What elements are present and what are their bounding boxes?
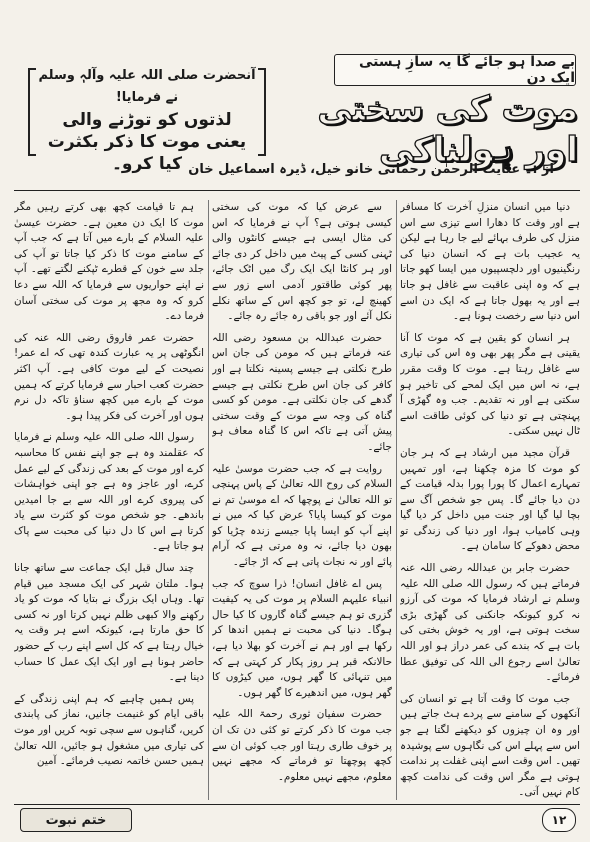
paragraph: قرآن مجید میں ارشاد ہے کہ ہر جان کو موت کا مزہ چکھنا ہے، اور تمہیں تمہارے اعمال کا پورا پورا بدلہ قیامت کے دن دیا جائے گا۔ پس جو شخص آگ سے بچا لیا گیا اور جنت میں داخل کر دیا گیا وہی کامیاب ہوا، اور دنیا کی زندگی تو محض دھوکے کا سامان ہے۔: [400, 446, 580, 553]
footer-divider: [14, 804, 580, 805]
top-banner: بے صدا ہو جائے گا یہ سازِ ہستی ایک دن: [334, 54, 576, 86]
paragraph: ہر انسان کو یقین ہے کہ موت کا آنا یقینی ہے مگر پھر بھی وہ اس کی تیاری سے غافل رہتا ہے۔ موت کا وقت مقرر ہے، نہ اس میں ایک لمحے کی تاخیر ہو سکتی ہے اور نہ تقدیم۔ جب وہ گھڑی آ پہنچتی ہے تو دنیا کی کوئی طاقت اسے ٹال نہیں سکتی۔: [400, 331, 580, 438]
paragraph: دنیا میں انسان منزلِ آخرت کا مسافر ہے اور وقت کا دھارا اسے تیزی سے اس منزل کی طرف بہائے لیے جا رہا ہے لیکن یہ عجیب بات ہے کہ انسان دنیا کی رنگینیوں اور دلچسپیوں میں ایسا کھو جاتا ہے کہ وہ اپنی عاقبت سے غافل ہو جاتا ہے اور یہ بھول جاتا ہے کہ ایک دن اسے اس دنیا سے رخصت ہونا ہے۔: [400, 201, 580, 323]
column-divider: [396, 200, 397, 800]
paragraph: رسول اللہ صلی اللہ علیہ وسلم نے فرمایا کہ عقلمند وہ ہے جو اپنے نفس کا محاسبہ کرے اور موت کے بعد کی زندگی کے لیے عمل کرے، اور عاجز وہ ہے جو اپنی خواہشات کی پیروی کرے اور اللہ سے بے جا امیدیں باندھے۔ جو شخص موت کو کثرت سے یاد کرتا ہے اس کا دل دنیا کی محبت سے پاک ہو جاتا ہے۔: [14, 431, 204, 553]
hadith-quote-box: [38, 65, 256, 174]
hadith-bracket-left: [28, 68, 36, 156]
magazine-name: ختم نبوت: [20, 808, 132, 832]
paragraph: چند سال قبل ایک جماعت سے ساتھ جانا ہوا۔ ملتان شہر کی ایک مسجد میں قیام تھا۔ وہاں ایک بزرگ نے بتایا کہ موت کو یاد رکھنے والا کبھی ظلم نہیں کرتا اور نہ کسی کا حق مارتا ہے، کیونکہ اسے ہر وقت یہ خیال رہتا ہے کہ کل اسے اپنے رب کے حضور حاضر ہونا ہے اور ایک ایک عمل کا حساب دینا ہے۔: [14, 562, 204, 684]
text-column-right: [400, 200, 580, 800]
hadith-bracket-right: [258, 68, 266, 156]
magazine-page: [14, 10, 580, 836]
article-body: [14, 200, 580, 800]
author-byline: از :۔ عنایت الرحمٰن رحمانی خانو خیل، ڈیرہ اسماعیل خان: [188, 162, 554, 177]
paragraph: روایت ہے کہ جب حضرت موسیٰ علیہ السلام کی روح اللہ تعالیٰ کے پاس پہنچی تو اللہ تعالیٰ نے پوچھا کہ اے موسیٰ تم نے موت کو کیسا پایا؟ عرض کیا کہ میں نے اپنے آپ کو ایسا پایا جیسے زندہ چڑیا کو بھون دیا جائے، نہ وہ مرتی ہے کہ آرام پائے اور نہ نجات پاتی ہے کہ اڑ جائے۔: [212, 462, 392, 569]
paragraph: حضرت عبداللہ بن مسعود رضی اللہ عنہ فرماتے ہیں کہ مومن کی جان اس طرح نکلتی ہے جیسے پسینہ نکلتا ہے اور کافر کی جان اس طرح نکلتی ہے جیسے گدھے کی جان نکلتی ہے۔ مومن کو کسی گناہ کی وجہ سے موت کے وقت سختی پیش آتی ہے تاکہ اس کا گناہ معاف ہو جائے۔: [212, 331, 392, 453]
paragraph: حضرت جابر بن عبداللہ رضی اللہ عنہ فرماتے ہیں کہ رسول اللہ صلی اللہ علیہ وسلم نے ارشاد فرمایا کہ موت کی آرزو نہ کرو کیونکہ جانکنی کی گھڑی بڑی سخت ہوتی ہے، اور یہ خوش بختی کی بات ہے کہ بندے کی عمر دراز ہو اور اللہ تعالیٰ اسے رجوع الی اللہ کی توفیق عطا فرمائے۔: [400, 562, 580, 684]
hadith-line-2: لذتوں کو توڑنے والی: [62, 110, 232, 130]
text-column-left: [14, 200, 204, 800]
column-divider: [208, 200, 209, 800]
paragraph: ہم تا قیامت کچھ بھی کرتے رہیں مگر موت کا ایک دن معین ہے۔ حضرت عیسیٰ علیہ السلام کے بارے میں آتا ہے کہ جب آپ کے سامنے موت کا ذکر کیا جاتا تو آپ کی جلد سے خون کے قطرے ٹپکنے لگتے تھے۔ آپ نے اپنے حواریوں سے فرمایا کہ اللہ سے دعا کرو کہ وہ مجھ پر موت کی سختی آسان فرما دے۔: [14, 201, 204, 323]
paragraph: حضرت عمر فاروق رضی اللہ عنہ کی انگوٹھی پر یہ عبارت کندہ تھی کہ اے عمر! نصیحت کے لیے موت کافی ہے۔ آپ اکثر حضرت کعب احبار سے فرمایا کرتے کہ ہمیں موت کے بارے میں کچھ سناؤ تاکہ دل نرم ہوں اور آخرت کی فکر پیدا ہو۔: [14, 331, 204, 422]
text-column-middle: [212, 200, 392, 800]
paragraph: حضرت سفیان ثوری رحمۃ اللہ علیہ جب موت کا ذکر کرتے تو کئی دن تک ان پر خوف طاری رہتا اور جب کوئی ان سے کچھ پوچھتا تو فرماتے کہ مجھے نہیں معلوم، مجھے نہیں معلوم۔: [212, 708, 392, 783]
hadith-line-3: یعنی موت کا ذکر بکثرت کیا کرو۔: [47, 132, 247, 174]
paragraph: پس ہمیں چاہیے کہ ہم اپنی زندگی کے باقی ایام کو غنیمت جانیں، نماز کی پابندی کریں، گناہوں سے سچی توبہ کریں اور موت کی تیاری میں مشغول ہو جائیں، اللہ تعالیٰ ہمیں حسن خاتمہ نصیب فرمائے۔ آمین: [14, 692, 204, 768]
hadith-line-1: آنحضرت صلی اللہ علیہ وآلہٖ وسلم نے فرمایا!: [38, 68, 256, 105]
page-footer: [14, 804, 580, 834]
article-header: [14, 10, 580, 210]
header-divider: [14, 190, 580, 191]
paragraph: پس اے غافل انسان! ذرا سوچ کہ جب انبیاء علیہم السلام پر موت کی یہ کیفیت گزری تو ہم جیسے گناہ گاروں کا کیا حال ہوگا۔ دنیا کی محبت نے ہمیں اندھا کر رکھا ہے اور ہم نے آخرت کو بھلا دیا ہے، حالانکہ قبر ہر روز پکار کر کہتی ہے کہ میں تنہائی کا گھر ہوں، میں کیڑوں کا گھر ہوں، میں اندھیرے کا گھر ہوں۔: [212, 577, 392, 699]
paragraph: جب موت کا وقت آتا ہے تو انسان کی آنکھوں کے سامنے سے پردے ہٹ جاتے ہیں اور وہ ان چیزوں کو دیکھنے لگتا ہے جو اس سے پہلے اس کی نگاہوں سے پوشیدہ تھیں۔ اس وقت اسے اپنی غفلت پر ندامت ہوتی ہے مگر اس وقت کی ندامت کچھ کام نہیں آتی۔: [400, 692, 580, 799]
paragraph: سے عرض کیا کہ موت کی سختی کیسی ہوتی ہے؟ آپ نے فرمایا کہ اس کی مثال ایسی ہے جیسے کانٹوں والی ٹہنی کسی کے پیٹ میں داخل کر دی جائے اور ہر کانٹا ایک ایک رگ میں اٹک جائے، پھر کوئی طاقتور آدمی اسے زور سے کھینچ لے، تو جو کچھ اس کے ساتھ نکلے نکل آئے اور جو باقی رہ جائے رہ جائے۔: [212, 201, 392, 323]
page-number: ۱۲: [542, 808, 576, 832]
article-title: موت کی سختی اور ہولناکی: [317, 88, 578, 170]
